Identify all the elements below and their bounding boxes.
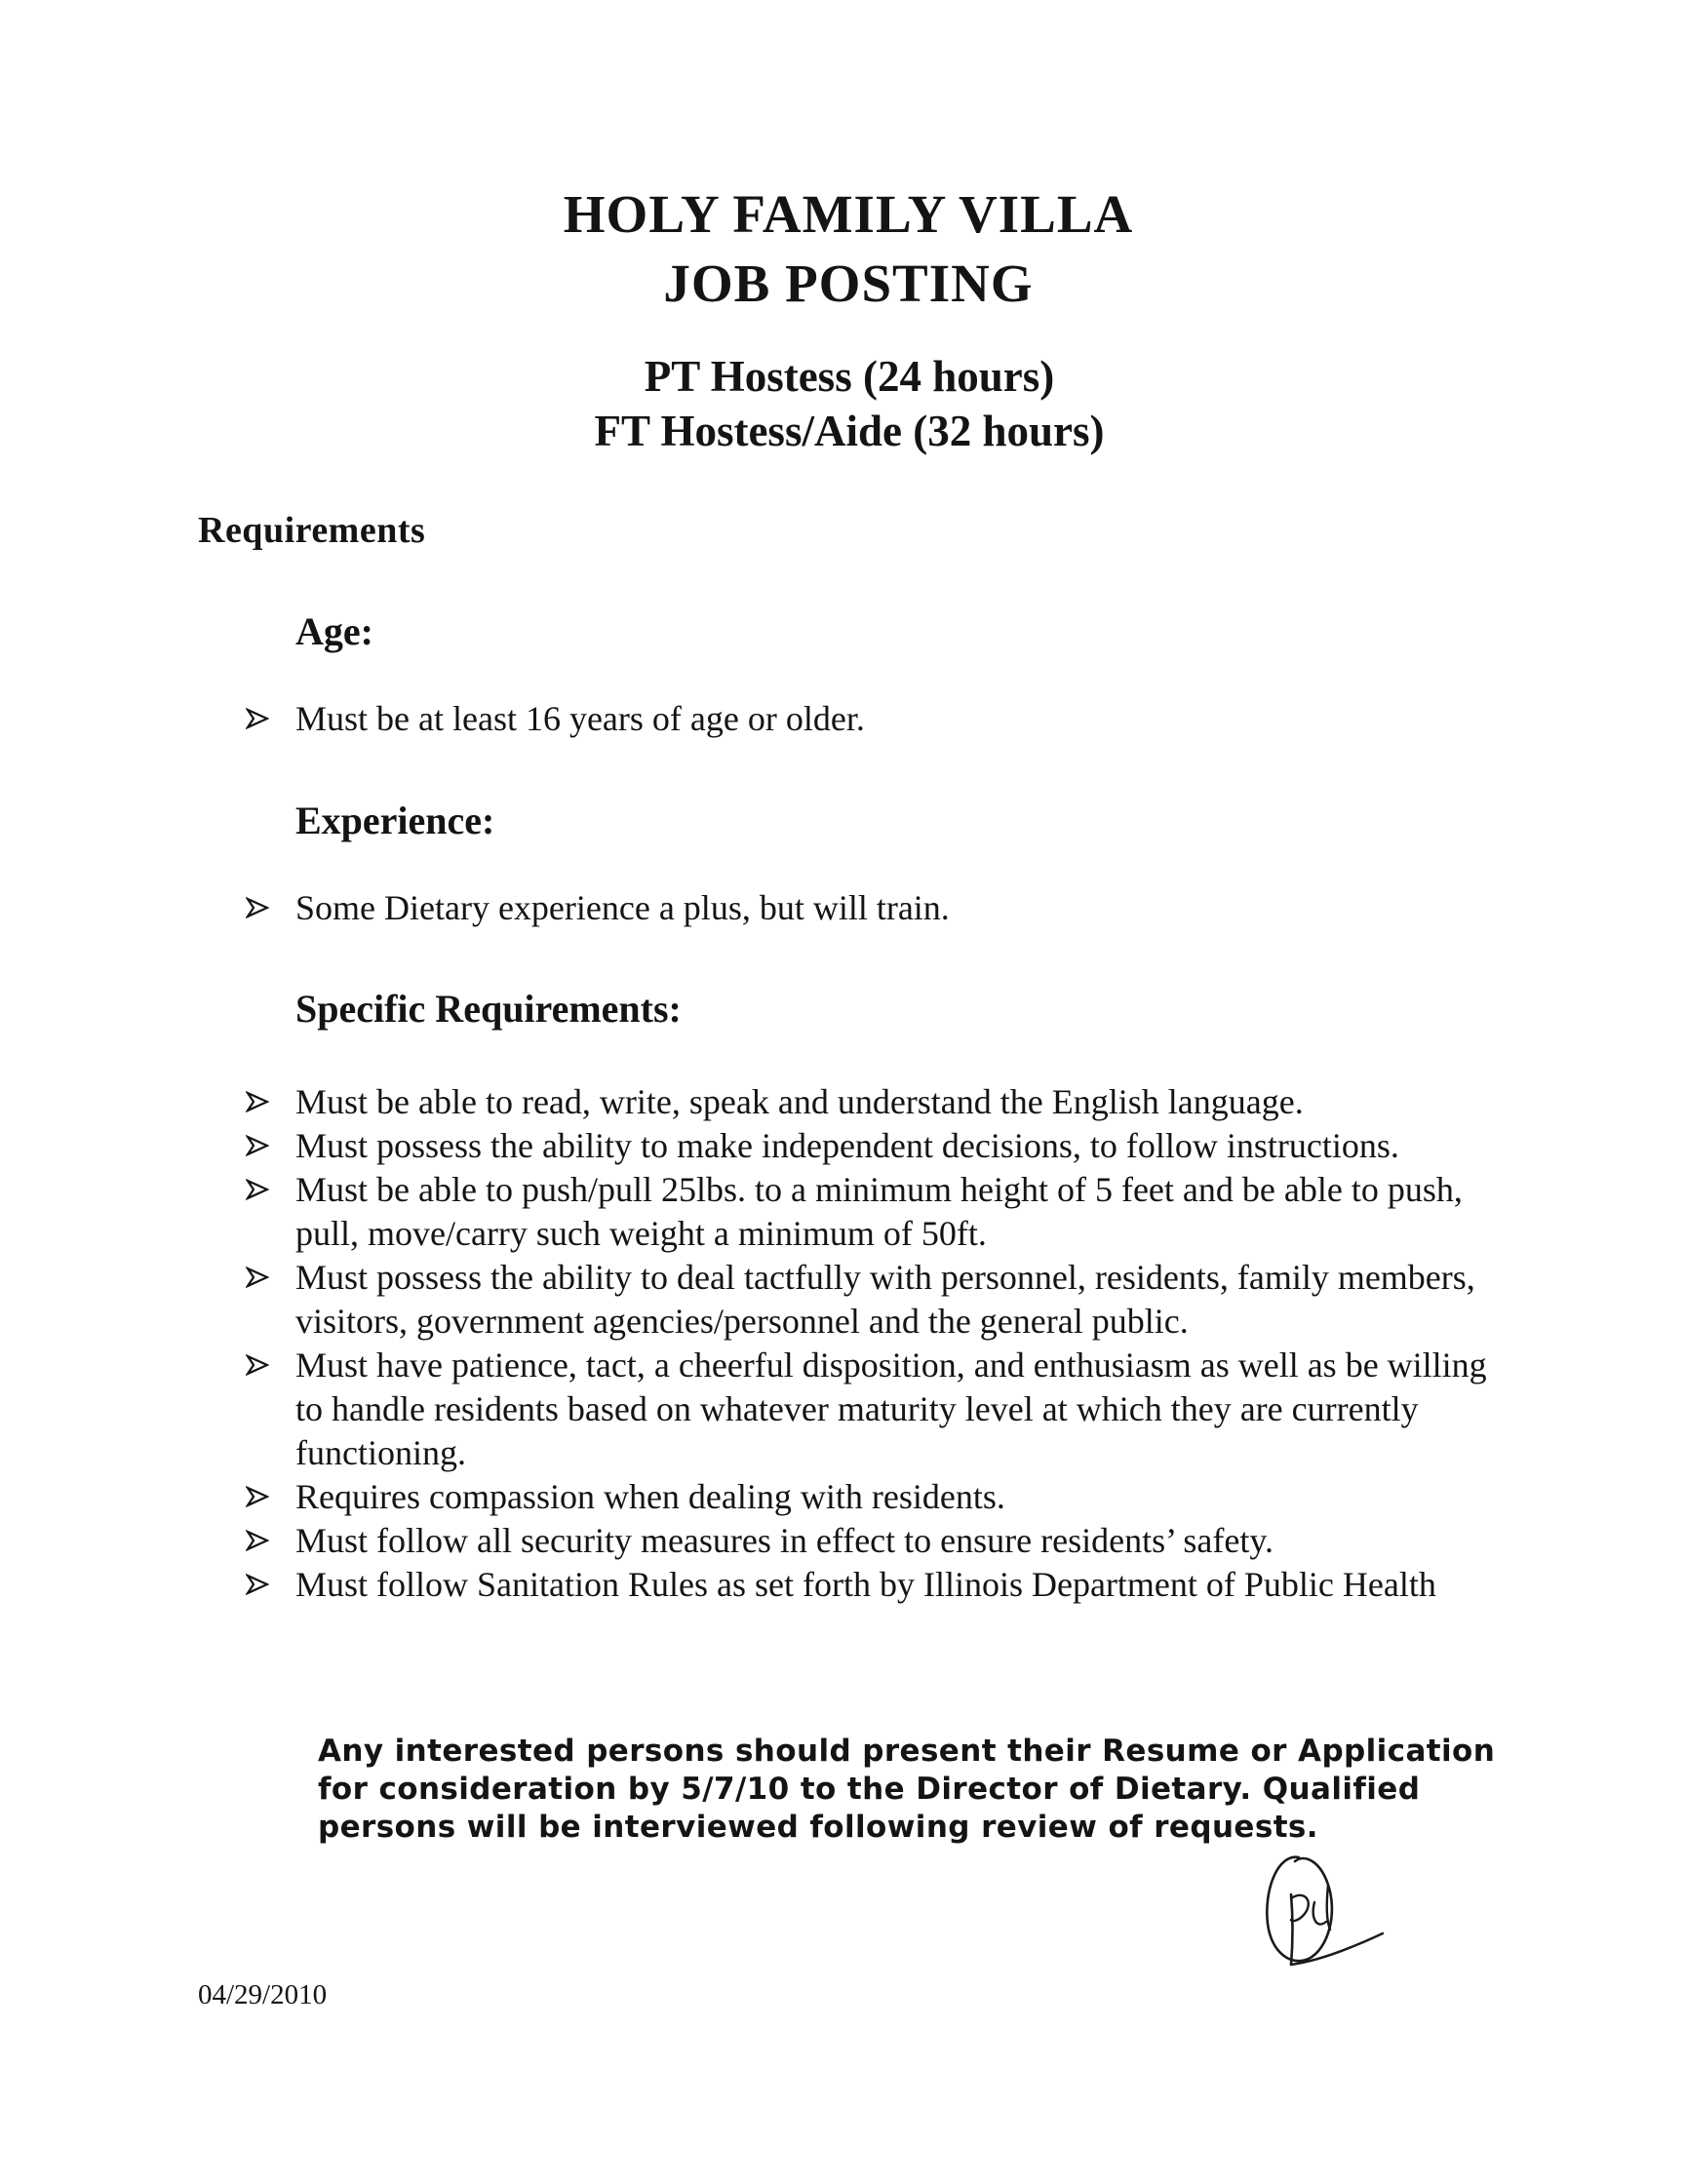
specific-requirements-list [244, 1080, 1511, 1607]
posting-date: 04/29/2010 [198, 1979, 328, 2010]
arrow-bullet-icon [246, 1179, 269, 1200]
experience-list [244, 886, 1511, 930]
list-item-text: Must follow Sanitation Rules as set forth by Illinois Department of Public Health [295, 1565, 1436, 1604]
list-item-text: Must possess the ability to make independent decisions, to follow instructions. [295, 1126, 1399, 1165]
notice-line: Any interested persons should present their Resume or Application [318, 1734, 1496, 1769]
arrow-bullet-icon [246, 1574, 269, 1595]
list-item [244, 697, 1511, 741]
specific-requirements-heading: Specific Requirements: [295, 987, 682, 1031]
list-item-text: Must follow all security measures in effect to ensure residents’ safety. [295, 1521, 1274, 1560]
document-title: HOLY FAMILY VILLA [563, 184, 1134, 244]
handwritten-initials [1256, 1840, 1392, 1991]
experience-heading: Experience: [295, 799, 495, 842]
list-item-text: Some Dietary experience a plus, but will train. [295, 888, 950, 927]
list-item [244, 1344, 1511, 1475]
list-item [244, 1080, 1511, 1124]
arrow-bullet-icon [246, 1267, 269, 1288]
list-item [244, 1124, 1511, 1168]
list-item [244, 1519, 1511, 1563]
list-item-text: Must be at least 16 years of age or older. [295, 699, 865, 738]
arrow-bullet-icon [246, 897, 269, 918]
position-part-time: PT Hostess (24 hours) [644, 352, 1055, 401]
list-item-text: Requires compassion when dealing with residents. [295, 1477, 1005, 1516]
arrow-bullet-icon [246, 1530, 269, 1551]
position-full-time: FT Hostess/Aide (32 hours) [594, 407, 1105, 455]
list-item [244, 1475, 1511, 1519]
list-item [244, 886, 1511, 930]
list-item-text: Must be able to push/pull 25lbs. to a minimum height of 5 feet and be able to push, pull, move/carry such weight a minimum of 50ft. [295, 1170, 1463, 1253]
list-item-text: Must possess the ability to deal tactfully with personnel, residents, family members, visitors, government agencies/personnel and the general public. [295, 1258, 1475, 1341]
notice-line: persons will be interviewed following review of requests. [318, 1810, 1318, 1845]
application-notice [318, 1733, 1496, 1847]
age-list [244, 697, 1511, 741]
arrow-bullet-icon [246, 1091, 269, 1112]
document-subtitle: JOB POSTING [663, 254, 1034, 313]
list-item-text: Must be able to read, write, speak and understand the English language. [295, 1082, 1304, 1121]
arrow-bullet-icon [246, 1486, 269, 1507]
arrow-bullet-icon [246, 708, 269, 729]
arrow-bullet-icon [246, 1135, 269, 1156]
arrow-bullet-icon [246, 1354, 269, 1376]
list-item [244, 1563, 1511, 1607]
age-heading: Age: [295, 609, 373, 653]
list-item-text: Must have patience, tact, a cheerful disposition, and enthusiasm as well as be willing to handle residents based on whatever maturity level at which they are currently functioning. [295, 1346, 1487, 1472]
requirements-heading: Requirements [198, 510, 426, 551]
list-item [244, 1168, 1511, 1256]
notice-line: for consideration by 5/7/10 to the Director of Dietary. Qualified [318, 1772, 1421, 1807]
list-item [244, 1256, 1511, 1344]
